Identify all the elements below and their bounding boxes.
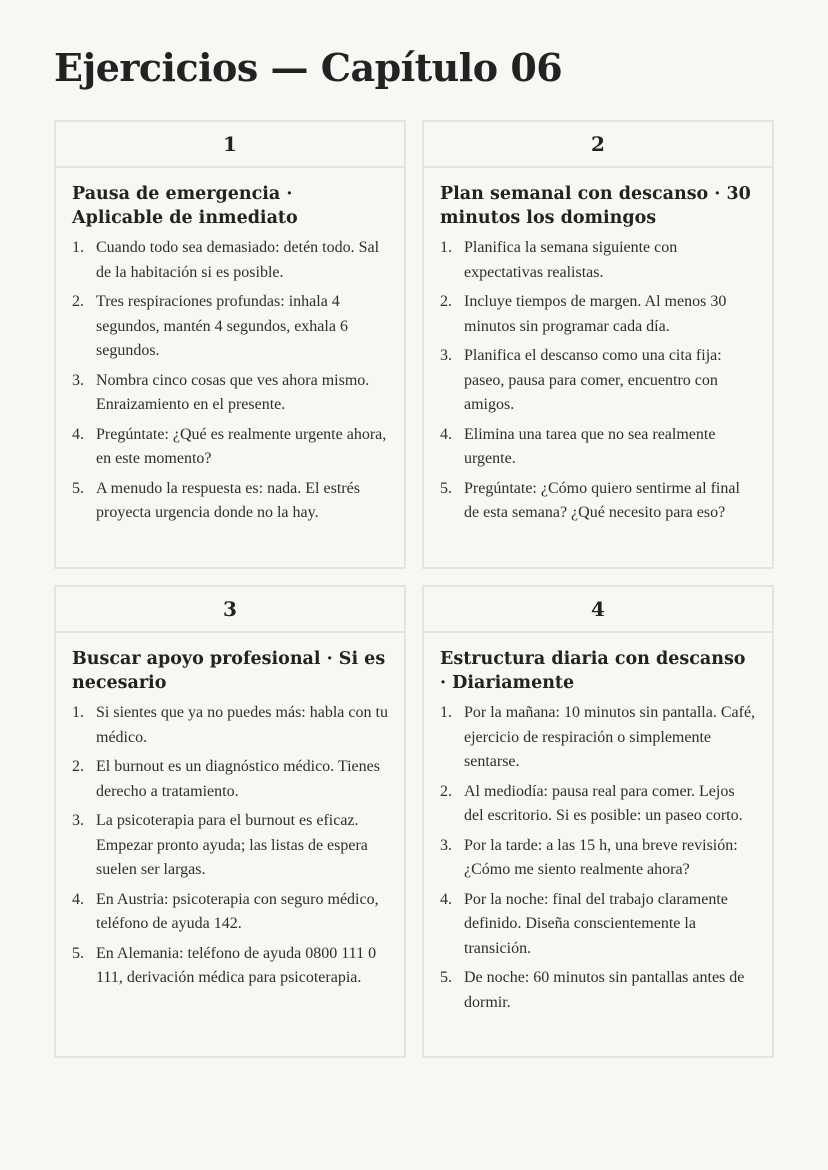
list-item — [72, 369, 388, 418]
step-text: A menudo la respuesta es: nada. El estrés proyecta urgencia donde no la hay. — [96, 479, 360, 521]
list-item — [440, 834, 756, 883]
list-item — [72, 701, 388, 750]
step-text: En Austria: psicoterapia con seguro médico, teléfono de ayuda 142. — [96, 890, 379, 932]
step-number: 3. — [72, 812, 84, 829]
step-number: 5. — [72, 479, 84, 497]
step-number: 5. — [440, 479, 452, 497]
step-list — [440, 701, 756, 1015]
card-heading: Estructura diaria con descanso · Diariamente — [440, 649, 746, 693]
exercise-card-4 — [422, 585, 774, 1058]
step-number: 2. — [440, 293, 452, 310]
list-item — [440, 344, 756, 418]
step-text: Planifica el descanso como una cita fija: paseo, pausa para comer, encuentro con amigos. — [464, 347, 722, 413]
step-text: Nombra cinco cosas que ves ahora mismo. Enraizamiento en el presente. — [96, 371, 370, 413]
step-number: 4. — [72, 425, 84, 443]
list-item — [72, 290, 388, 364]
step-text: Pregúntate: ¿Qué es realmente urgente ahora, en este momento? — [96, 425, 387, 467]
step-text: El burnout es un diagnóstico médico. Tienes derecho a tratamiento. — [96, 758, 380, 800]
card-heading: Pausa de emergencia · Aplicable de inmediato — [72, 184, 298, 228]
step-text: Por la mañana: 10 minutos sin pantalla. Café, ejercicio de respiración o simplemente sentarse. — [464, 704, 756, 770]
list-item — [72, 942, 388, 991]
step-text: Planifica la semana siguiente con expectativas realistas. — [464, 239, 678, 281]
card-number: 3 — [56, 587, 404, 633]
list-item — [72, 236, 388, 285]
step-number: 3. — [440, 347, 452, 364]
step-list — [72, 701, 388, 991]
step-text: Por la noche: final del trabajo claramente definido. Diseña conscientemente la transición. — [464, 890, 728, 957]
step-text: Cuando todo sea demasiado: detén todo. Sal de la habitación si es posible. — [96, 239, 380, 281]
exercise-card-3 — [54, 585, 406, 1058]
exercise-card-2 — [422, 120, 774, 569]
step-text: En Alemania: teléfono de ayuda 0800 111 0 111, derivación médica para psicoterapia. — [96, 944, 377, 986]
step-number: 1. — [72, 239, 84, 256]
card-number: 1 — [56, 122, 404, 168]
list-item — [440, 477, 756, 526]
list-item — [72, 888, 388, 937]
page-title: Ejercicios — Capítulo 06 — [54, 45, 563, 90]
list-item — [440, 423, 756, 472]
step-list — [72, 236, 388, 526]
card-heading: Plan semanal con descanso · 30 minutos los domingos — [440, 184, 751, 228]
list-item — [440, 236, 756, 285]
step-number: 5. — [72, 944, 84, 962]
list-item — [72, 809, 388, 883]
step-text: Al mediodía: pausa real para comer. Lejos del escritorio. Si es posible: un paseo corto. — [464, 782, 743, 824]
step-text: De noche: 60 minutos sin pantallas antes de dormir. — [464, 969, 745, 1011]
step-text: Elimina una tarea que no sea realmente urgente. — [464, 425, 716, 467]
step-number: 1. — [72, 704, 84, 721]
step-list — [440, 236, 756, 526]
step-number: 4. — [72, 890, 84, 908]
step-text: Pregúntate: ¿Cómo quiero sentirme al final de esta semana? ¿Qué necesito para eso? — [464, 479, 740, 521]
step-text: Incluye tiempos de margen. Al menos 30 minutos sin programar cada día. — [464, 293, 727, 335]
step-number: 2. — [440, 782, 452, 800]
step-number: 4. — [440, 890, 452, 908]
card-number: 2 — [424, 122, 772, 168]
list-item — [72, 423, 388, 472]
step-number: 2. — [72, 758, 84, 775]
step-number: 3. — [72, 371, 84, 389]
exercise-card-1 — [54, 120, 406, 569]
list-item — [72, 477, 388, 526]
step-text: Tres respiraciones profundas: inhala 4 segundos, mantén 4 segundos, exhala 6 segundos. — [96, 293, 348, 359]
list-item — [440, 888, 756, 962]
card-number: 4 — [424, 587, 772, 633]
step-number: 5. — [440, 969, 452, 986]
list-item — [440, 290, 756, 339]
step-text: Si sientes que ya no puedes más: habla con tu médico. — [96, 704, 388, 746]
step-number: 2. — [72, 293, 84, 310]
card-heading: Buscar apoyo profesional · Si es necesario — [72, 649, 386, 693]
step-text: Por la tarde: a las 15 h, una breve revisión: ¿Cómo me siento realmente ahora? — [464, 836, 738, 878]
step-number: 1. — [440, 239, 452, 256]
step-number: 3. — [440, 836, 452, 854]
list-item — [440, 780, 756, 829]
list-item — [440, 701, 756, 775]
step-text: La psicoterapia para el burnout es eficaz. Empezar pronto ayuda; las listas de espera suelen ser largas. — [96, 812, 368, 878]
step-number: 1. — [440, 704, 452, 721]
step-number: 4. — [440, 425, 452, 443]
list-item — [440, 966, 756, 1015]
list-item — [72, 755, 388, 804]
